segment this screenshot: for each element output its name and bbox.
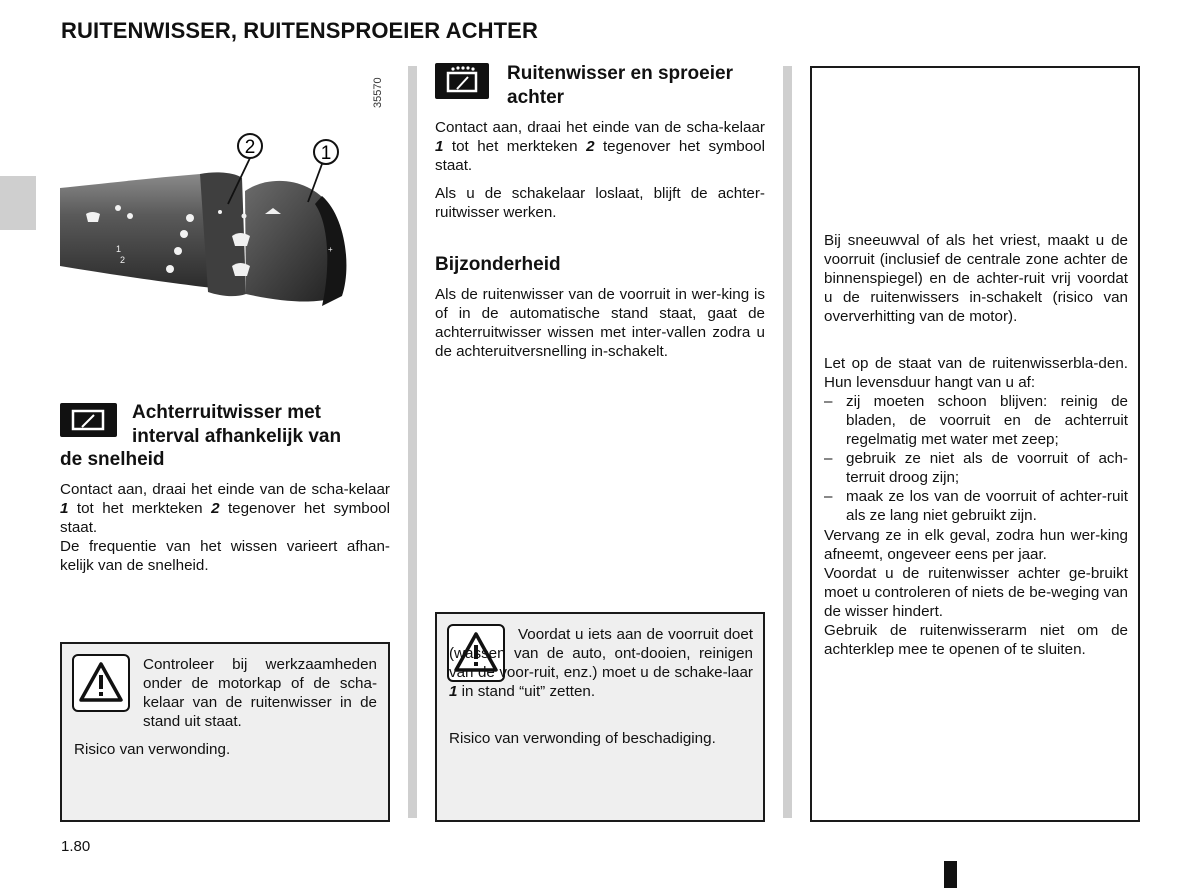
- left-warning-risk: Risico van verwonding.: [74, 741, 231, 758]
- right-paragraph-1: Bij sneeuwval of als het vriest, maakt u de voorruit (inclusief de centrale zone achter de binnenspiegel) en de achter-ruit vrij voordat u de ruitenwissers in-schakelt (risico van oververhitting van de motor).: [824, 232, 1128, 325]
- figure-code: 35570: [372, 77, 384, 108]
- middle-paragraph-1: Contact aan, draai het einde van de scha-kelaar 1 tot het merkteken 2 tegenover het symbool staat.: [435, 119, 766, 174]
- middle-paragraph-2: Als u de schakelaar loslaat, blijft de achter-ruitwisser werken.: [435, 185, 765, 221]
- right-paragraph-5: Gebruik de ruitenwisserarm niet om de achterklep mee te openen of te sluiten.: [824, 622, 1128, 658]
- rear-wiper-washer-icon: [435, 63, 489, 99]
- chapter-side-tab: [0, 176, 36, 230]
- left-paragraph-2: De frequentie van het wissen varieert afhan-kelijk van de snelheid.: [60, 538, 390, 574]
- list-item: – gebruik ze niet als de voorruit of ach-terruit droog zijn;: [824, 450, 1128, 486]
- right-info-box: [810, 66, 1140, 822]
- middle-warning-text: Voordat u iets aan de voorruit doet (wassen van de auto, ont-dooien, reinigen van de voor-ruit, enz.) moet u de schake-laar 1 in stand “uit” zetten.: [449, 626, 753, 700]
- svg-text:+: +: [328, 245, 333, 254]
- middle-warning-risk: Risico van verwonding of beschadiging.: [449, 730, 716, 747]
- middle-section-title-line1: Ruitenwisser en sproeier: [507, 63, 733, 84]
- column-divider-right: [783, 66, 792, 818]
- right-dash-list: [824, 392, 1128, 525]
- left-section-title-line1: Achterruitwisser met: [132, 402, 322, 423]
- list-item: – zij moeten schoon blijven: reinig de bladen, de voorruit en de achterruit regelmatig met water met zeep;: [824, 393, 1128, 448]
- left-warning-box: [60, 642, 390, 822]
- rear-wiper-interval-icon: [60, 403, 117, 437]
- middle-section-title-line2: achter: [507, 87, 565, 108]
- wiper-stalk-figure: [60, 66, 390, 386]
- column-divider-left: [408, 66, 417, 818]
- svg-text:2: 2: [120, 255, 126, 265]
- page-title: RUITENWISSER, RUITENSPROEIER ACHTER: [61, 18, 538, 43]
- left-section-title-line3: de snelheid: [60, 449, 165, 470]
- svg-text:1: 1: [116, 244, 122, 254]
- left-paragraph-1: Contact aan, draai het einde van de scha-kelaar 1 tot het merkteken 2 tegenover het symbool staat.: [60, 481, 391, 536]
- page-number: 1.80: [61, 838, 91, 855]
- footer-marker: [944, 861, 957, 888]
- middle-paragraph-3: Als de ruitenwisser van de voorruit in wer-king is of in de automatische stand staat, gaat de achterruitwisser wissen met inter-vallen zodra u de achteruitversnelling in-schakelt.: [435, 286, 765, 360]
- left-section-title-line2: interval afhankelijk van: [132, 426, 342, 447]
- warning-triangle-icon: [72, 654, 130, 712]
- left-warning-text: Controleer bij werkzaamheden onder de motorkap of de scha-kelaar van de ruitenwisser in de stand uit staat.: [143, 656, 377, 730]
- callout-1-label: 1: [320, 143, 332, 164]
- middle-subtitle: Bijzonderheid: [435, 254, 561, 275]
- right-paragraph-2: Let op de staat van de ruitenwisserbla-den. Hun levensduur hangt van u af:: [824, 355, 1128, 391]
- callout-2-label: 2: [244, 137, 256, 158]
- middle-warning-box: [435, 612, 765, 822]
- right-paragraph-4: Voordat u de ruitenwisser achter ge-bruikt moet u controleren of niets de be-weging van de wisser hindert.: [824, 565, 1128, 620]
- list-item: – maak ze los van de voorruit of achter-ruit als ze lang niet gebruikt zijn.: [824, 488, 1128, 524]
- right-paragraph-3: Vervang ze in elk geval, zodra hun wer-king afneemt, ongeveer eens per jaar.: [824, 527, 1128, 563]
- wiper-stalk-illustration: [60, 66, 390, 386]
